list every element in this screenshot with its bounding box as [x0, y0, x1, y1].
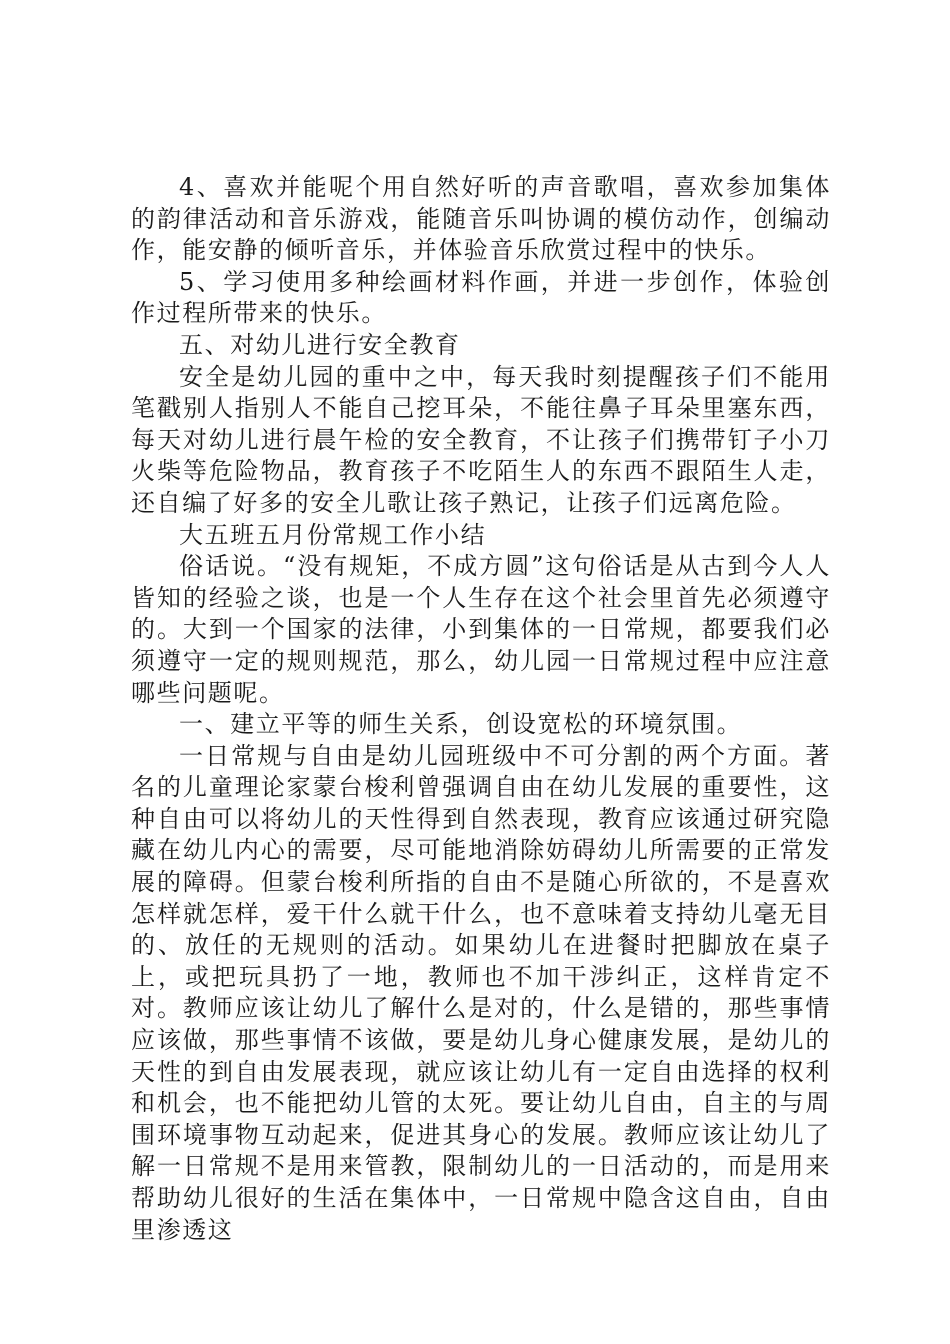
paragraph-music-goal: 4、喜欢并能呢个用自然好听的声音歌唱，喜欢参加集体的韵律活动和音乐游戏，能随音乐叫协调的模仿动作，创编动作，能安静的倾听音乐，并体验音乐欣赏过程中的快乐。 — [131, 173, 831, 265]
paragraph-intro: 俗话说。“没有规矩，不成方圆”这句俗话是从古到今人人皆知的经验之谈，也是一个人生存在这个社会里首先必须遵守的。大到一个国家的法律，小到集体的一日常规，都要我们必须遵守一定的规则规范，那么，幼儿园一日常规过程中应注意哪些问题呢。 — [131, 552, 831, 707]
document-body — [131, 172, 831, 1246]
paragraph-safety: 安全是幼儿园的重中之中，每天我时刻提醒孩子们不能用笔戳别人指别人不能自己挖耳朵，不能往鼻子耳朵里塞东西，每天对幼儿进行晨午检的安全教育，不让孩子们携带钉子小刀火柴等危险物品，教育孩子不吃陌生人的东西不跟陌生人走，还自编了好多的安全儿歌让孩子熟记，让孩子们远离危险。 — [131, 362, 831, 517]
paragraph-routine-freedom: 一日常规与自由是幼儿园班级中不可分割的两个方面。著名的儿童理论家蒙台梭利曾强调自由在幼儿发展的重要性，这种自由可以将幼儿的天性得到自然表现，教育应该通过研究隐藏在幼儿内心的需要，尽可能地消除妨碍幼儿所需要的正常发展的障碍。但蒙台梭利所指的自由不是随心所欲的，不是喜欢怎样就怎样，爱干什么就干什么，也不意味着支持幼儿毫无目的、放任的无规则的活动。如果幼儿在进餐时把脚放在桌子上，或把玩具扔了一地，教师也不加干涉纠正，这样肯定不对。教师应该让幼儿了解什么是对的，什么是错的，那些事情应该做，那些事情不该做，要是幼儿身心健康发展，是幼儿的天性的到自由发展表现，就应该让幼儿有一定自由选择的权利和机会，也不能把幼儿管的太死。要让幼儿自由，自主的与周围环境事物互动起来，促进其身心的发展。教师应该让幼儿了解一日常规不是用来管教，限制幼儿的一日活动的，而是用来帮助幼儿很好的生活在集体中，一日常规中隐含这自由，自由里渗透这 — [131, 741, 831, 1244]
section-heading-safety: 五、对幼儿进行安全教育 — [179, 330, 461, 359]
document-subtitle: 大五班五月份常规工作小结 — [179, 520, 487, 549]
section-heading-relationship: 一、建立平等的师生关系，创设宽松的环境氛围。 — [179, 710, 743, 739]
paragraph-drawing-goal: 5、学习使用多种绘画材料作画，并进一步创作，体验创作过程所带来的快乐。 — [131, 267, 831, 328]
